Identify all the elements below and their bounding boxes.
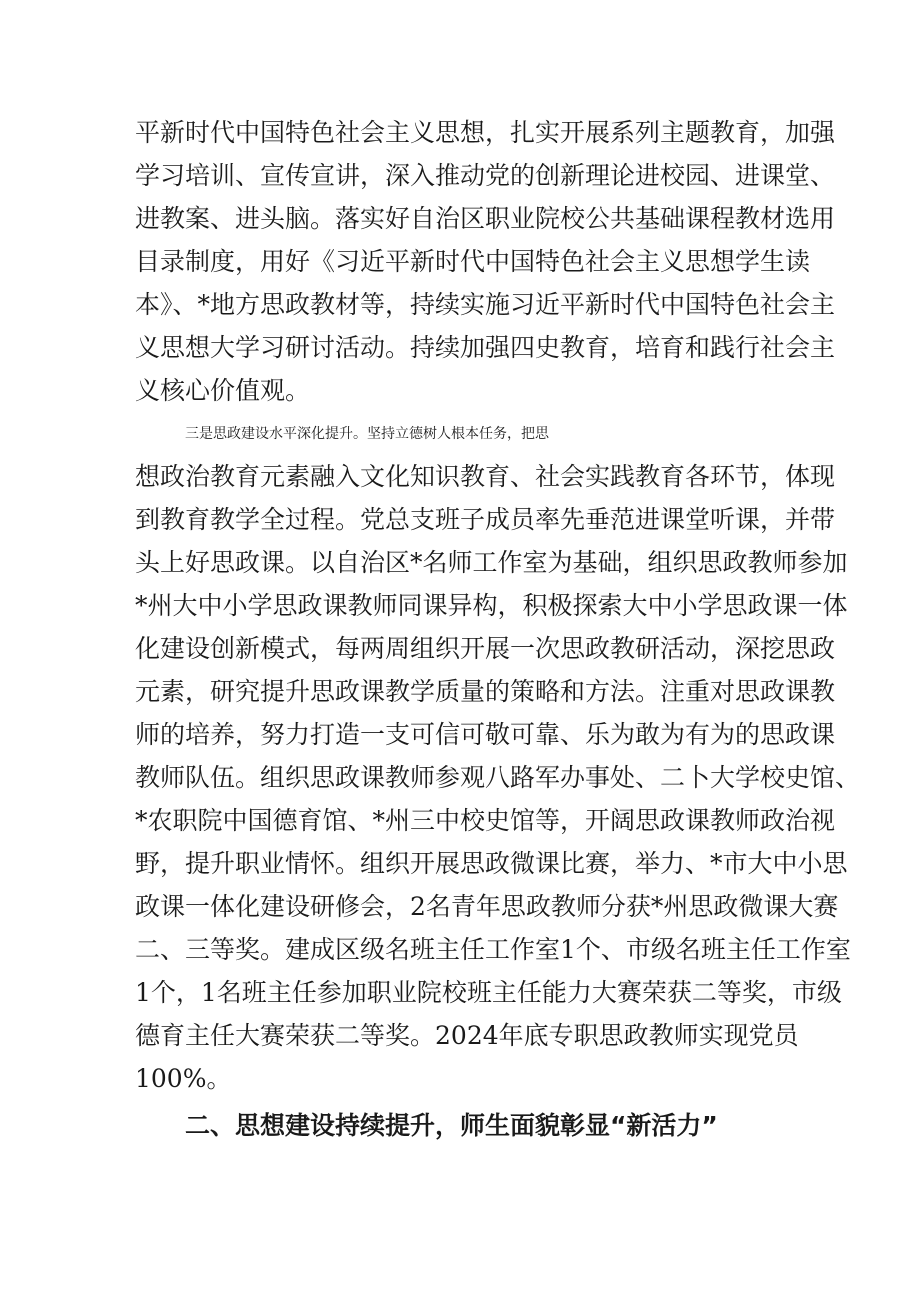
paragraph-line: 义核心价值观。 xyxy=(135,376,311,405)
paragraph-line: 教师队伍。组织思政课教师参观八路军办事处、二卜大学校史馆、 xyxy=(135,763,861,792)
paragraph-line: 想政治教育元素融入文化知识教育、社会实践教育各环节，体现 xyxy=(135,462,836,491)
paragraph-line: 进教案、进头脑。落实好自治区职业院校公共基础课程教材选用 xyxy=(135,204,836,233)
paragraph-line: 到教育教学全过程。党总支班子成员率先垂范进课堂听课，并带 xyxy=(135,505,836,534)
paragraph-line: 头上好思政课。以自治区*名师工作室为基础，组织思政教师参加 xyxy=(135,548,848,577)
paragraph-line: 目录制度，用好《习近平新时代中国特色社会主义思想学生读 xyxy=(135,247,811,276)
paragraph-line: 义思想大学习研讨活动。持续加强四史教育，培育和践行社会主 xyxy=(135,333,836,362)
paragraph-line: 二、三等奖。建成区级名班主任工作室1个、市级名班主任工作室 xyxy=(135,935,851,964)
paragraph-line: 德育主任大赛荣获二等奖。2024年底专职思政教师实现党员 xyxy=(135,1021,799,1050)
paragraph-line: *农职院中国德育馆、*州三中校史馆等，开阔思政课教师政治视 xyxy=(135,806,836,835)
paragraph-line: 平新时代中国特色社会主义思想，扎实开展系列主题教育，加强 xyxy=(135,118,836,147)
paragraph-line: 野，提升职业情怀。组织开展思政微课比赛，举力、*市大中小思 xyxy=(135,849,848,878)
paragraph-line: 100%。 xyxy=(135,1064,232,1093)
section-heading: 二、思想建设持续提升，师生面貌彰显“新活力” xyxy=(185,1111,718,1140)
paragraph-line: 三是思政建设水平深化提升。坚持立德树人根本任务，把思 xyxy=(185,426,549,442)
paragraph-line: 元素，研究提升思政课教学质量的策略和方法。注重对思政课教 xyxy=(135,677,836,706)
paragraph-line: *州大中小学思政课教师同课异构，积极探索大中小学思政课一体 xyxy=(135,591,848,620)
paragraph-line: 政课一体化建设研修会，2名青年思政教师分获*州思政微课大赛 xyxy=(135,892,839,921)
paragraph-line: 学习培训、宣传宣讲，深入推动党的创新理论进校园、进课堂、 xyxy=(135,161,836,190)
paragraph-line: 1个，1名班主任参加职业院校班主任能力大赛荣获二等奖，市级 xyxy=(135,978,842,1007)
paragraph-line: 本》、*地方思政教材等，持续实施习近平新时代中国特色社会主 xyxy=(135,290,836,319)
paragraph-line: 师的培养，努力打造一支可信可敬可靠、乐为敢为有为的思政课 xyxy=(135,720,836,749)
paragraph-line: 化建设创新模式，每两周组织开展一次思政教研活动，深挖思政 xyxy=(135,634,836,663)
